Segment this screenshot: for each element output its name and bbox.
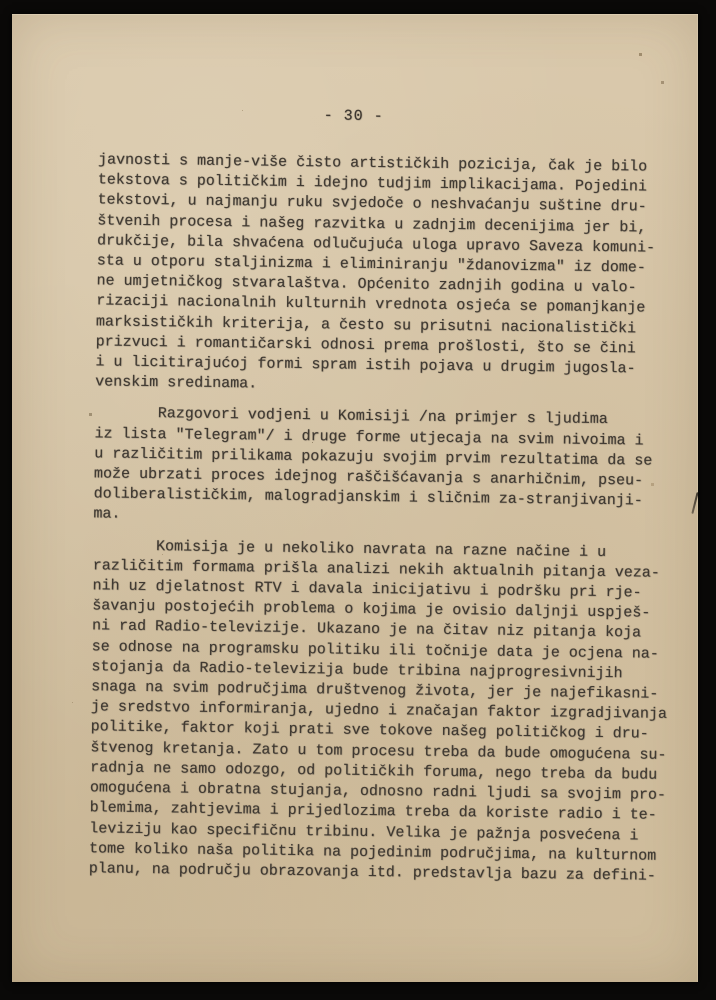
text-line: tome koliko naša politika na pojedinim područjima, na kulturnom <box>88 839 657 865</box>
text-line: Razgovori vodjeni u Komisiji /na primjer s ljudima <box>157 405 608 429</box>
text-line: ni rad Radio-televizije. Ukazano je na čitav niz pitanja koja <box>91 617 642 642</box>
text-line: leviziju kao specifičnu tribinu. Velika je pažnja posvećena i <box>89 819 639 844</box>
text-line: prizvuci i romantičarski odnosi prema prošlosti, što se čini <box>95 333 636 358</box>
text-line: šavanju postojećih problema o kojima je ovisio daljnji uspješ- <box>92 597 651 622</box>
text-line: je sredstvo informiranja, ujedno i značajan faktor izgradjivanja <box>90 698 668 724</box>
text-block <box>12 149 696 887</box>
text-line: se odnose na programsku politiku ili točnije data je ocjena na- <box>91 637 659 663</box>
text-line: marksističkih kriterija, a često su prisutni nacionalistički <box>95 312 637 338</box>
text-line: venskim sredinama. <box>95 373 258 393</box>
text-line: različitim formama prišla analizi nekih aktualnih pitanja veza- <box>92 557 660 582</box>
paragraph <box>95 150 676 400</box>
text-line: štvenog kretanja. Zato u tom procesu treba da bude omogućena su- <box>90 738 667 764</box>
text-line: omogućena i obratna stujanja, odnosno radni ljudi sa svojim pro- <box>89 779 667 804</box>
text-line: tekstova s političkim i idejno tudjim implikacijama. Pojedini <box>97 171 647 196</box>
text-line: štvenih procesa i našeg razvitka u zadnjim decenijima jer bi, <box>97 211 647 237</box>
text-line: sta u otporu staljinizma i eliminiranju "ždanovizma" iz dome- <box>96 252 646 277</box>
text-line: stojanja da Radio-televizija bude tribina najprogresivnijih <box>91 658 623 683</box>
text-line: tekstovi, u najmanju ruku svjedoče o neshvaćanju suštine dru- <box>97 191 647 216</box>
ink-smudge-mark <box>691 492 698 514</box>
text-line: i u licitirajućoj formi spram istih pojava u drugim jugosla- <box>95 353 636 378</box>
document-page <box>12 14 698 982</box>
text-line: radnja ne samo odozgo, od političkih foruma, nego treba da budu <box>90 759 658 784</box>
text-line: planu, na području obrazovanja itd. predstavlja bazu za defini- <box>88 860 656 885</box>
text-line: politike, faktor koji prati sve tokove našeg političkog i dru- <box>90 718 649 744</box>
text-line: drukčije, bila shvaćena odlučujuća uloga upravo Saveza komuni- <box>96 232 656 257</box>
text-line: u različitim prilikama pokazuju svojim prvim rezultatima da se <box>94 445 653 470</box>
text-line: može ubrzati proces idejnog raščišćavanja s anarhičnim, pseu- <box>93 465 644 490</box>
text-line: javnosti s manje-više čisto artističkih pozicija, čak je bilo <box>97 151 648 176</box>
page-content <box>12 14 698 898</box>
text-line: ne umjetničkog stvaralaštva. Općenito zadnjih godina u valo- <box>96 272 637 297</box>
text-line: blemima, zahtjevima i prijedlozima treba da koriste radio i te- <box>89 799 657 825</box>
paragraph <box>89 536 671 887</box>
text-line: nih uz djelatnost RTV i davala inicijativu i podršku pri rje- <box>92 577 642 602</box>
text-line: iz lista "Telegram"/ i druge forme utjecaja na svim nivoima i <box>94 424 644 450</box>
text-line: ma. <box>93 505 121 524</box>
text-line: rizaciji nacionalnih kulturnih vrednota osjeća se pomanjkanje <box>96 292 646 317</box>
paragraph <box>93 404 673 533</box>
page-number: - 30 - <box>323 107 384 126</box>
text-line: doliberalističkim, malogradjanskim i sličnim za-stranjivanji- <box>93 485 643 510</box>
text-line: Komisija je u nekoliko navrata na razne načine i u <box>155 537 607 561</box>
text-line: snaga na svim područjima društvenog života, jer je najefikasni- <box>91 678 659 703</box>
